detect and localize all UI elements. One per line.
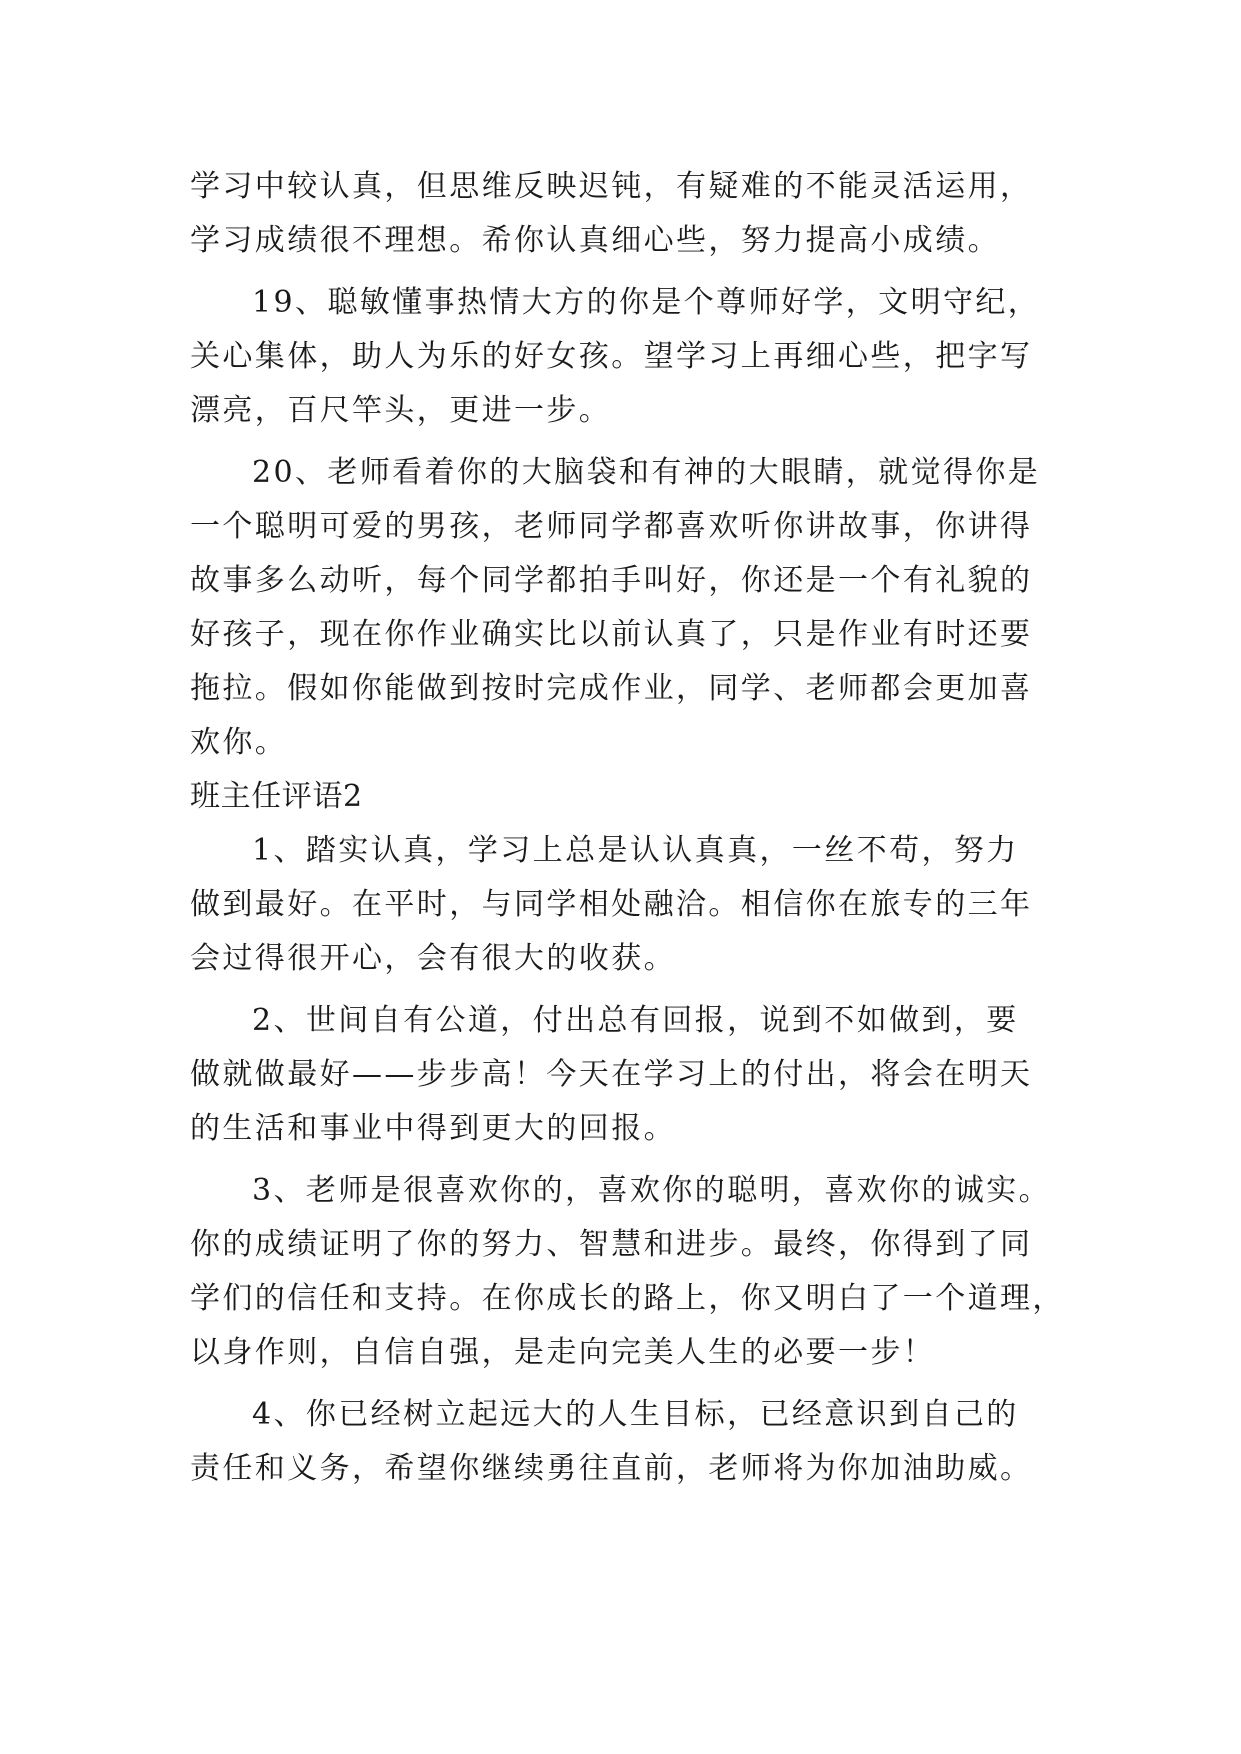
text-line: 一个聪明可爱的男孩，老师同学都喜欢听你讲故事，你讲得 [190,509,1033,544]
text-line: 4、你已经树立起远大的人生目标，已经意识到自己的 [252,1397,1019,1432]
text-line: 做就做最好——步步高！今天在学习上的付出，将会在明天 [190,1057,1033,1092]
text-line: 学习成绩很不理想。希你认真细心些，努力提高小成绩。 [190,223,1000,258]
paragraph-comment-20 [190,446,1070,770]
section-title: 班主任评语2 [190,779,363,814]
paragraph-comment-1 [190,824,1070,986]
section-heading [190,770,1070,824]
text-line: 责任和义务，希望你继续勇往直前，老师将为你加油助威。 [190,1451,1033,1486]
text-line: 故事多么动听，每个同学都拍手叫好，你还是一个有礼貌的 [190,563,1033,598]
text-line: 做到最好。在平时，与同学相处融洽。相信你在旅专的三年 [190,887,1033,922]
paragraph-comment-4 [190,1388,1070,1496]
text-line: 学们的信任和支持。在你成长的路上，你又明白了一个道理， [190,1281,1065,1316]
text-line: 欢你。 [190,725,288,760]
text-line: 2、世间自有公道，付出总有回报，说到不如做到，要 [252,1003,1019,1038]
paragraph-comment-19 [190,276,1070,438]
paragraph-continued [190,160,1070,268]
paragraph-comment-2 [190,994,1070,1156]
text-line: 的生活和事业中得到更大的回报。 [190,1111,676,1146]
text-line: 会过得很开心，会有很大的收获。 [190,941,676,976]
paragraph-comment-3 [190,1164,1070,1380]
text-line: 以身作则，自信自强，是走向完美人生的必要一步！ [190,1335,936,1370]
text-line: 19、聪敏懂事热情大方的你是个尊师好学，文明守纪， [252,285,1041,320]
text-line: 1、踏实认真，学习上总是认认真真，一丝不苟，努力 [252,833,1019,868]
text-line: 关心集体，助人为乐的好女孩。望学习上再细心些，把字写 [190,339,1033,374]
text-line: 学习中较认真，但思维反映迟钝，有疑难的不能灵活运用， [190,169,1033,204]
text-line: 好孩子，现在你作业确实比以前认真了，只是作业有时还要 [190,617,1033,652]
document-body [190,160,1070,1504]
text-line: 3、老师是很喜欢你的，喜欢你的聪明，喜欢你的诚实。 [252,1173,1052,1208]
text-line: 20、老师看着你的大脑袋和有神的大眼睛，就觉得你是 [252,455,1041,490]
text-line: 拖拉。假如你能做到按时完成作业，同学、老师都会更加喜 [190,671,1033,706]
text-line: 你的成绩证明了你的努力、智慧和进步。最终，你得到了同 [190,1227,1033,1262]
text-line: 漂亮，百尺竿头，更进一步。 [190,393,612,428]
